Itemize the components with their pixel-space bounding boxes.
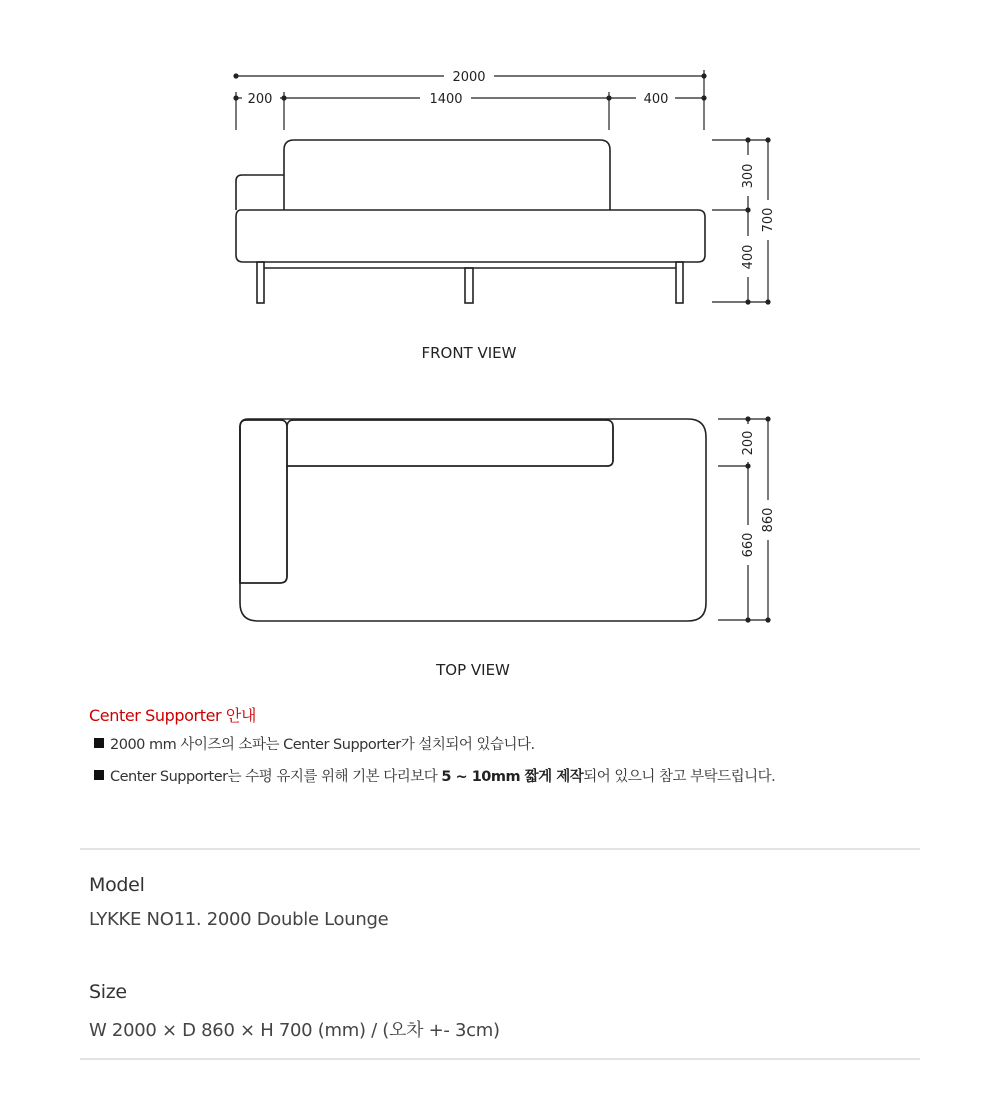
notice-line-1-text: 2000 mm 사이즈의 소파는 Center Supporter가 설치되어 있습니다. <box>110 737 535 753</box>
dim-back-depth: 200 <box>741 430 756 456</box>
dim-total-height: 700 <box>761 207 776 233</box>
notice-line-2 <box>89 767 929 799</box>
model-label: Model <box>89 874 145 896</box>
notice-line-1 <box>89 735 929 767</box>
front-leg-left <box>257 262 264 303</box>
dim-total-width: 2000 <box>452 70 486 85</box>
dim-seat-depth: 660 <box>741 532 756 558</box>
notice-line-2-bold: 5 ~ 10mm 짧게 제작 <box>441 769 584 785</box>
front-leg-center <box>465 268 473 303</box>
top-armrest-fill <box>242 421 285 581</box>
front-backrest <box>284 140 610 210</box>
front-armrest <box>236 175 284 210</box>
front-view-label: FRONT VIEW <box>421 344 517 362</box>
dim-right-open: 400 <box>643 92 669 107</box>
divider-top <box>80 848 920 850</box>
front-seat <box>236 210 705 262</box>
size-label: Size <box>89 981 127 1003</box>
notice-line-2-post: 되어 있으니 참고 부탁드립니다. <box>583 769 776 785</box>
bullet-square-icon <box>94 738 104 748</box>
dim-seat-height: 400 <box>741 244 756 270</box>
notice-line-2-pre: Center Supporter는 수평 유지를 위해 기본 다리보다 <box>110 769 442 785</box>
center-supporter-notice <box>89 706 929 799</box>
dim-left-arm: 200 <box>247 92 273 107</box>
model-value: LYKKE NO11. 2000 Double Lounge <box>89 909 389 930</box>
dim-back-width: 1400 <box>429 92 463 107</box>
front-dimension-dots <box>233 73 770 304</box>
sofa-front-outline <box>236 140 705 303</box>
divider-bottom <box>80 1058 920 1060</box>
top-view-label: TOP VIEW <box>436 661 510 679</box>
top-backrest-fill <box>285 421 612 465</box>
bullet-square-icon <box>94 770 104 780</box>
front-leg-right <box>676 262 683 303</box>
size-value: W 2000 × D 860 × H 700 (mm) / (오차 +- 3cm) <box>89 1020 500 1041</box>
notice-title: Center Supporter 안내 <box>89 706 257 725</box>
dim-back-height: 300 <box>741 163 756 189</box>
dim-total-depth: 860 <box>761 507 776 533</box>
